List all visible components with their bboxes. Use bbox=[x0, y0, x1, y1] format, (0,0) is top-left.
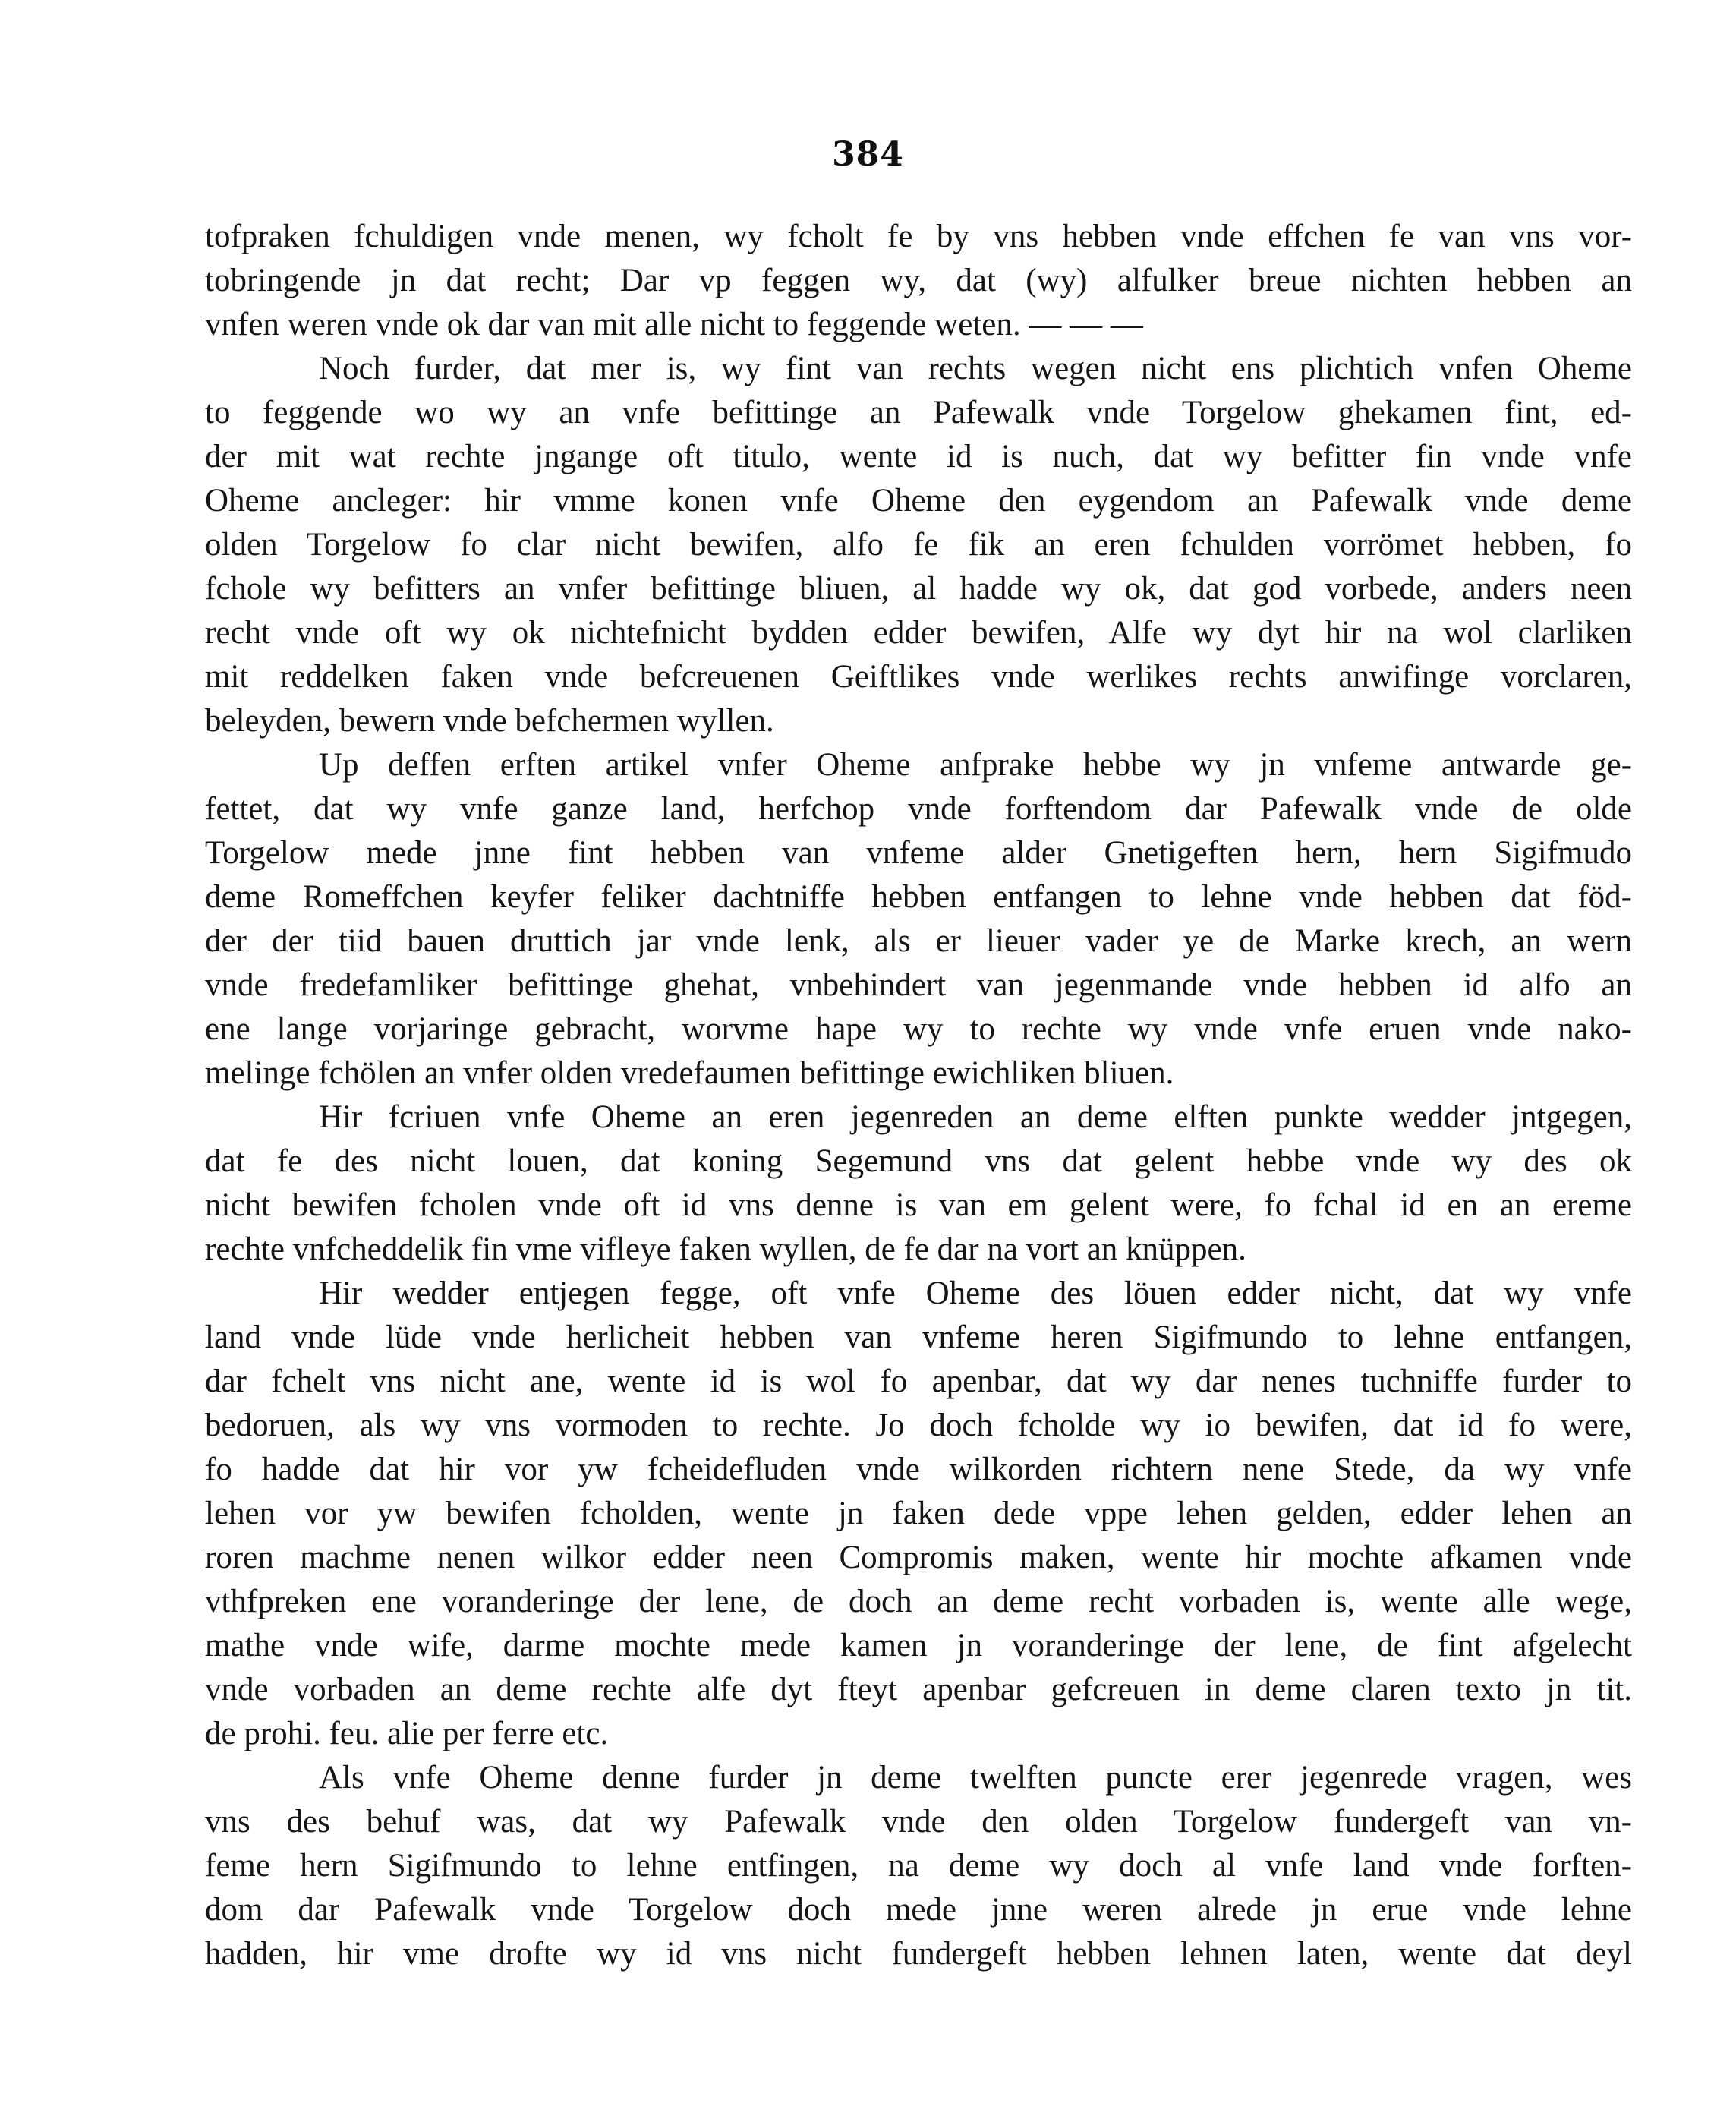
text-line: tobringende jn dat recht; Dar vp feggen wy, dat (wy) alfulker breue nichten hebben an bbox=[205, 263, 1632, 298]
text-line: recht vnde oft wy ok nichtefnicht bydden edder bewifen, Alfe wy dyt hir na wol clarliken bbox=[205, 615, 1632, 651]
text-line: lehen vor yw bewifen fcholden, wente jn faken dede vppe lehen gelden, edder lehen an bbox=[205, 1496, 1632, 1531]
text-line: vnde vorbaden an deme rechte alfe dyt fteyt apenbar gefcreuen in deme claren texto jn tit. bbox=[205, 1672, 1632, 1707]
text-line: vns des behuf was, dat wy Pafewalk vnde den olden Torgelow fundergeft van vn- bbox=[205, 1804, 1632, 1840]
text-line: vnde fredefamliker befittinge ghehat, vnbehindert van jegenmande vnde hebben id alfo an bbox=[205, 967, 1632, 1003]
text-line: vnfen weren vnde ok dar van mit alle nicht to feggende weten. — — — bbox=[205, 307, 1143, 342]
text-line: fo hadde dat hir vor yw fcheidefluden vnde wilkorden richtern nene Stede, da wy vnfe bbox=[205, 1452, 1632, 1487]
page-number: 384 bbox=[832, 135, 904, 174]
text-line: nicht bewifen fcholen vnde oft id vns denne is van em gelent were, fo fchal id en an ereme bbox=[205, 1187, 1632, 1223]
text-line: melinge fchölen an vnfer olden vredefaumen befittinge ewichliken bliuen. bbox=[205, 1055, 1174, 1091]
text-line: Als vnfe Oheme denne furder jn deme twelften puncte erer jegenrede vragen, wes bbox=[319, 1760, 1632, 1796]
text-line: land vnde lüde vnde herlicheit hebben van vnfeme heren Sigifmundo to lehne entfangen, bbox=[205, 1319, 1632, 1355]
text-line: deme Romeffchen keyfer feliker dachtniffe hebben entfangen to lehne vnde hebben dat föd- bbox=[205, 879, 1632, 915]
text-line: to feggende wo wy an vnfe befittinge an Pafewalk vnde Torgelow ghekamen fint, ed- bbox=[205, 395, 1632, 430]
text-line: dar fchelt vns nicht ane, wente id is wol fo apenbar, dat wy dar nenes tuchniffe furder to bbox=[205, 1364, 1632, 1399]
text-line: Hir wedder entjegen fegge, oft vnfe Oheme des löuen edder nicht, dat wy vnfe bbox=[319, 1275, 1632, 1311]
text-line: Hir fcriuen vnfe Oheme an eren jegenreden an deme elften punkte wedder jntgegen, bbox=[319, 1099, 1632, 1135]
text-line: der der tiid bauen druttich jar vnde lenk, als er lieuer vader ye de Marke krech, an wern bbox=[205, 923, 1632, 959]
text-line: fchole wy befitters an vnfer befittinge bliuen, al hadde wy ok, dat god vorbede, anders neen bbox=[205, 571, 1632, 607]
text-line: dat fe des nicht louen, dat koning Segemund vns dat gelent hebbe vnde wy des ok bbox=[205, 1143, 1632, 1179]
text-line: Oheme ancleger: hir vmme konen vnfe Oheme den eygendom an Pafewalk vnde deme bbox=[205, 483, 1632, 519]
text-line: tofpraken fchuldigen vnde menen, wy fcholt fe by vns hebben vnde effchen fe van vns vor- bbox=[205, 219, 1632, 254]
text-line: ene lange vorjaringe gebracht, worvme hape wy to rechte wy vnde vnfe eruen vnde nako- bbox=[205, 1011, 1632, 1047]
text-line: Noch furder, dat mer is, wy fint van rechts wegen nicht ens plichtich vnfen Oheme bbox=[319, 351, 1632, 386]
text-line: der mit wat rechte jngange oft titulo, wente id is nuch, dat wy befitter fin vnde vnfe bbox=[205, 439, 1632, 474]
text-line: Torgelow mede jnne fint hebben van vnfeme alder Gnetigeften hern, hern Sigifmudo bbox=[205, 835, 1632, 871]
text-line: bedoruen, als wy vns vormoden to rechte. Jo doch fcholde wy io bewifen, dat id fo were, bbox=[205, 1408, 1632, 1443]
text-line: mit reddelken faken vnde befcreuenen Geiftlikes vnde werlikes rechts anwifinge vorclaren, bbox=[205, 659, 1632, 695]
text-line: vthfpreken ene voranderinge der lene, de doch an deme recht vorbaden is, wente alle wege, bbox=[205, 1584, 1632, 1619]
body-text bbox=[205, 215, 1632, 1976]
text-line: hadden, hir vme drofte wy id vns nicht fundergeft hebben lehnen laten, wente dat deyl bbox=[205, 1936, 1632, 1972]
text-line: de prohi. feu. alie per ferre etc. bbox=[205, 1716, 609, 1751]
text-line: fettet, dat wy vnfe ganze land, herfchop vnde forftendom dar Pafewalk vnde de olde bbox=[205, 791, 1632, 827]
text-line: roren machme nenen wilkor edder neen Compromis maken, wente hir mochte afkamen vnde bbox=[205, 1540, 1632, 1575]
text-line: beleyden, bewern vnde befchermen wyllen. bbox=[205, 703, 774, 739]
text-line: rechte vnfcheddelik fin vme vifleye faken wyllen, de fe dar na vort an knüppen. bbox=[205, 1231, 1246, 1267]
text-line: olden Torgelow fo clar nicht bewifen, alfo fe fik an eren fchulden vorrömet hebben, fo bbox=[205, 527, 1632, 563]
text-line: feme hern Sigifmundo to lehne entfingen, na deme wy doch al vnfe land vnde forften- bbox=[205, 1848, 1632, 1884]
text-line: Up deffen erften artikel vnfer Oheme anfprake hebbe wy jn vnfeme antwarde ge- bbox=[319, 747, 1632, 783]
text-line: mathe vnde wife, darme mochte mede kamen jn voranderinge der lene, de fint afgelecht bbox=[205, 1628, 1632, 1663]
text-line: dom dar Pafewalk vnde Torgelow doch mede jnne weren alrede jn erue vnde lehne bbox=[205, 1892, 1632, 1928]
